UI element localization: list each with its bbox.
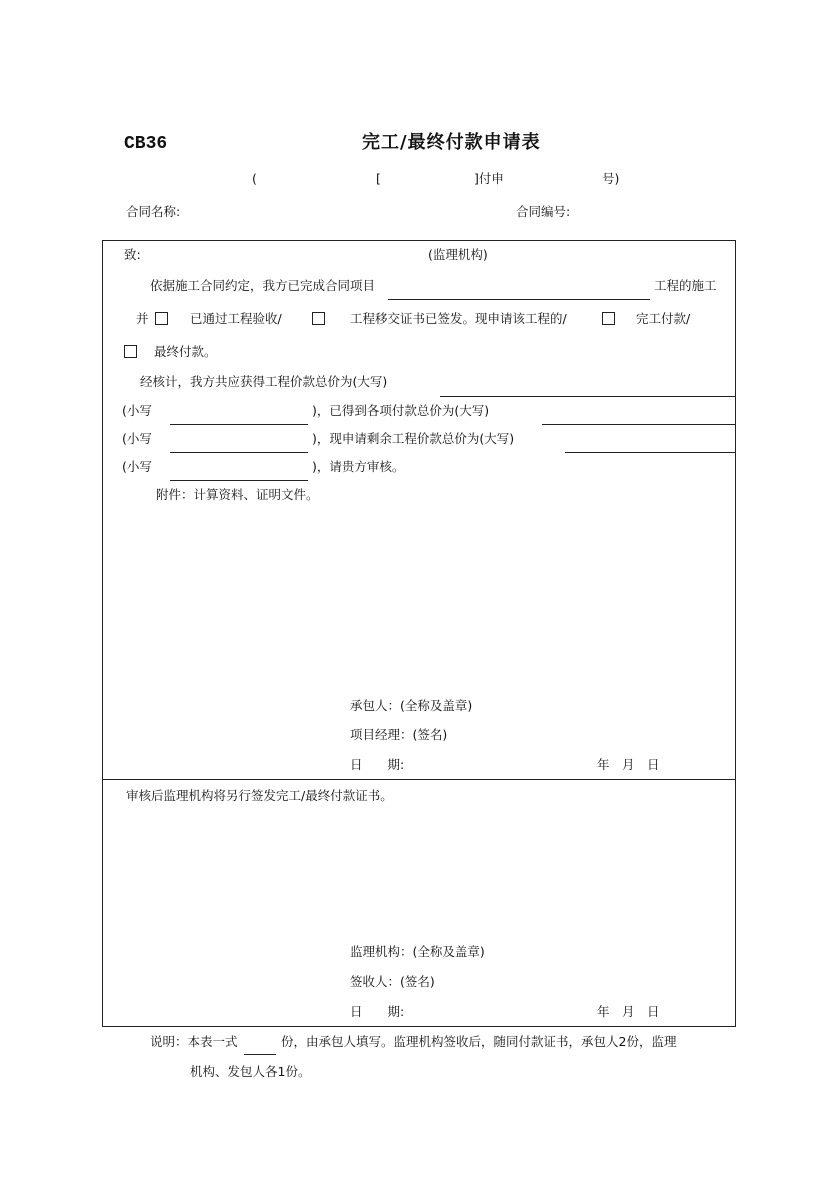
manager-label: 项目经理：(签名) — [350, 727, 448, 742]
received-capital-blank[interactable] — [542, 424, 736, 425]
line1-prefix: 依据施工合同约定，我方已完成合同项目 — [150, 278, 376, 293]
form-code: CB36 — [124, 134, 168, 154]
option-accepted: 已通过工程验收/ — [190, 311, 282, 326]
serial-pay-label: ]付申 — [474, 171, 504, 186]
receiver-label: 签收人：(签名) — [350, 974, 435, 989]
line2-and: 并 — [136, 311, 149, 326]
remaining-small-blank[interactable] — [170, 480, 308, 481]
footer-line1-suffix: 份，由承包人填写。监理机构签收后，随同付款证书，承包人2份，监理 — [281, 1034, 677, 1049]
total-capital-blank[interactable] — [440, 396, 736, 397]
review-label: )，请贵方审核。 — [312, 459, 405, 474]
supervision-note: 审核后监理机构将另行签发完工/最终付款证书。 — [126, 788, 393, 803]
serial-open: ( — [252, 171, 257, 186]
total-label: 经核计，我方共应获得工程价款总价为(大写) — [140, 374, 388, 389]
supervisor-org: (监理机构) — [428, 247, 488, 262]
small-label-2: (小写 — [122, 431, 152, 446]
small-label-3: (小写 — [122, 459, 152, 474]
attachment-note: 附件：计算资料、证明文件。 — [156, 487, 319, 502]
serial-bracket: [ — [376, 171, 381, 186]
date-label: 日 期: — [350, 757, 405, 772]
option-handover: 工程移交证书已签发。现申请该工程的/ — [350, 311, 567, 326]
contractor-label: 承包人：(全称及盖章) — [350, 698, 473, 713]
copies-blank[interactable] — [244, 1054, 276, 1055]
checkbox-final-payment[interactable] — [124, 345, 137, 358]
small-label-1: (小写 — [122, 403, 152, 418]
section-divider — [102, 779, 736, 780]
project-name-blank[interactable] — [388, 299, 650, 300]
to-label: 致: — [124, 247, 141, 262]
date-ymd: 年 月 日 — [597, 757, 660, 772]
footer-line2: 机构、发包人各1份。 — [190, 1064, 311, 1079]
supervision-date-ymd: 年 月 日 — [597, 1004, 660, 1019]
checkbox-handover[interactable] — [312, 312, 325, 325]
option-final-payment: 最终付款。 — [154, 344, 217, 359]
footer-line1-prefix: 说明：本表一式 — [150, 1034, 238, 1049]
remaining-capital-blank[interactable] — [565, 452, 736, 453]
total-small-blank[interactable] — [170, 424, 308, 425]
supervision-org-label: 监理机构：(全称及盖章) — [350, 944, 485, 959]
page-title: 完工/最终付款申请表 — [362, 132, 541, 153]
received-small-blank[interactable] — [170, 452, 308, 453]
received-label: )，已得到各项付款总价为(大写) — [312, 403, 490, 418]
remaining-label: )，现申请剩余工程价款总价为(大写) — [312, 431, 515, 446]
checkbox-accepted[interactable] — [155, 312, 168, 325]
contract-no-label: 合同编号: — [516, 204, 571, 219]
serial-close: 号) — [602, 171, 620, 186]
supervision-date-label: 日 期: — [350, 1004, 405, 1019]
line1-suffix: 工程的施工 — [654, 278, 717, 293]
option-completion-payment: 完工付款/ — [636, 311, 691, 326]
checkbox-completion-payment[interactable] — [602, 312, 615, 325]
contract-name-label: 合同名称: — [126, 204, 181, 219]
